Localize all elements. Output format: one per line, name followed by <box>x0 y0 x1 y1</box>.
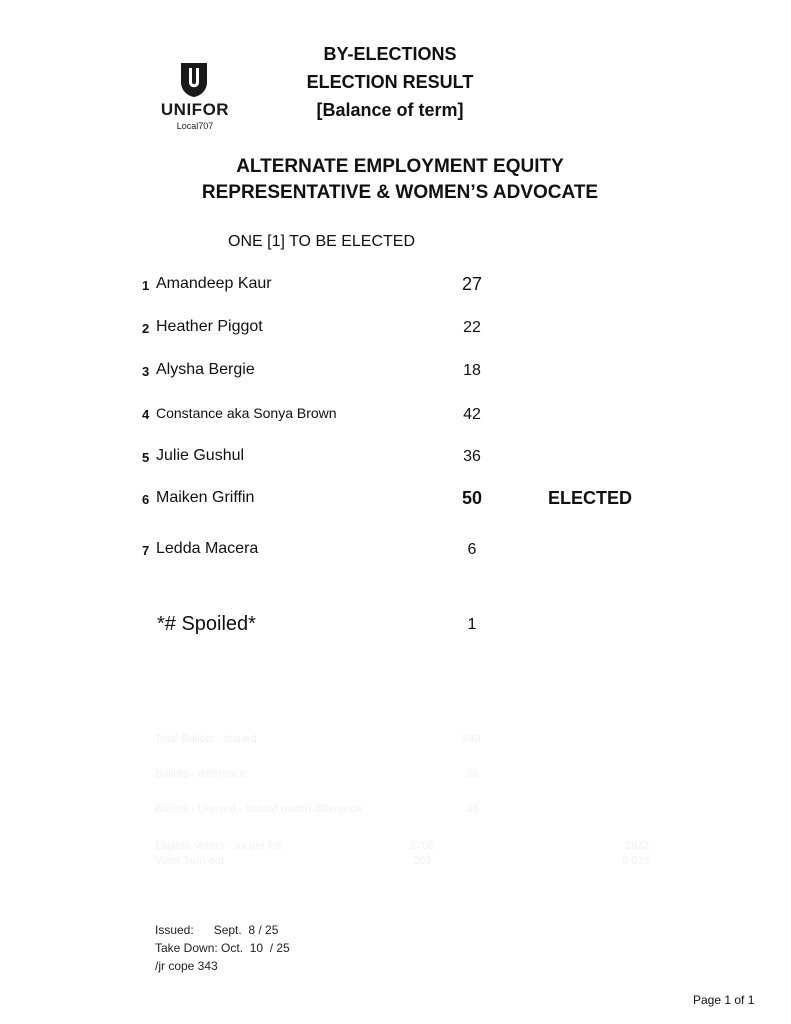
stat-extra: 2832 <box>625 840 650 852</box>
candidate-votes: 42 <box>463 406 481 423</box>
stat-value: 38 <box>466 803 479 815</box>
header-line-3: [Balance of term] <box>316 100 464 120</box>
spoiled-label: *# Spoiled* <box>157 613 256 635</box>
stat-value: 2708 <box>410 840 435 852</box>
page-number: Page 1 of 1 <box>693 993 755 1007</box>
stat-label: Ballots - difference <box>155 768 246 780</box>
elected-badge: ELECTED <box>548 488 633 508</box>
candidate-votes: 18 <box>463 362 481 379</box>
stat-label: Voter Turn out <box>155 855 225 867</box>
logo-local: Local707 <box>176 121 214 131</box>
logo-wordmark: UNIFOR <box>160 100 230 119</box>
candidate-name: Constance aka Sonya Brown <box>156 405 337 421</box>
candidate-name: Alysha Bergie <box>156 361 255 378</box>
candidate-number: 6 <box>142 492 150 507</box>
candidate-votes: 22 <box>463 319 481 336</box>
stat-label: Eligible Voters - as per list <box>155 840 282 852</box>
candidate-votes: 50 <box>461 488 483 508</box>
candidate-name: Amandeep Kaur <box>156 275 272 292</box>
seats-to-elect: ONE [1] TO BE ELECTED <box>228 233 416 250</box>
stat-value: 38 <box>466 768 479 780</box>
header-line-1: BY-ELECTIONS <box>323 44 457 64</box>
candidate-number: 7 <box>142 543 150 558</box>
stat-label: Total Ballots - Issued <box>155 733 257 745</box>
spoiled-value: 1 <box>467 616 477 633</box>
candidate-number: 2 <box>142 321 150 336</box>
issued-date: Issued: Sept. 8 / 25 <box>155 923 279 937</box>
candidate-number: 4 <box>142 407 150 422</box>
cope-code: /jr cope 343 <box>155 959 218 973</box>
section-title-line-1: ALTERNATE EMPLOYMENT EQUITY <box>236 156 564 177</box>
candidate-number: 5 <box>142 450 150 465</box>
candidate-number: 1 <box>142 278 150 293</box>
candidate-name: Julie Gushul <box>156 447 245 464</box>
stat-value: 202 <box>413 855 432 867</box>
candidate-votes: 6 <box>467 541 477 558</box>
candidate-votes: 27 <box>461 274 483 294</box>
take-down-date: Take Down: Oct. 10 / 25 <box>155 941 290 955</box>
stat-extra: 0.033 <box>622 855 650 867</box>
stat-value: 240 <box>462 733 481 745</box>
candidate-votes: 36 <box>463 448 481 465</box>
candidate-name: Maiken Griffin <box>156 489 255 506</box>
candidate-name: Heather Piggot <box>156 318 263 335</box>
candidate-number: 3 <box>142 364 150 379</box>
candidate-name: Ledda Macera <box>156 540 259 557</box>
header-line-2: ELECTION RESULT <box>306 72 474 92</box>
section-title-line-2: REPRESENTATIVE & WOMEN’S ADVOCATE <box>201 182 599 203</box>
stat-label: Ballots - Unused - should match difference <box>155 803 363 815</box>
